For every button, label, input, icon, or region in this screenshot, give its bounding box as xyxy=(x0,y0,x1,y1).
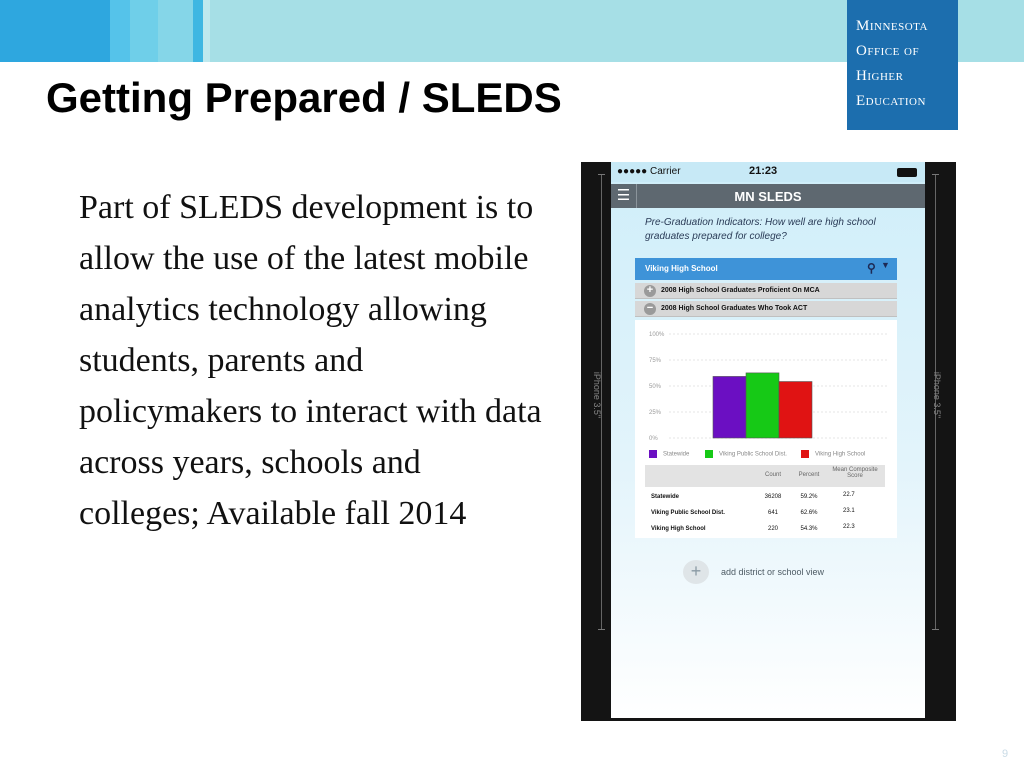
device-label: iPhone 3.5" xyxy=(592,371,603,419)
row-score: 22.7 xyxy=(843,492,855,498)
row-name: Statewide xyxy=(651,494,680,500)
row-score: 23.1 xyxy=(843,508,855,514)
table-row xyxy=(645,510,885,524)
legend-item xyxy=(801,450,865,458)
organization-logo xyxy=(847,0,958,130)
banner-accent xyxy=(0,0,110,62)
y-tick-label: 0% xyxy=(649,436,658,442)
y-tick-label: 100% xyxy=(649,332,665,338)
stats-table-header xyxy=(645,465,885,487)
logo-line: Minnesota xyxy=(856,18,928,34)
indicator-question: Pre-Graduation Indicators: How well are high school graduates prepared for college? xyxy=(645,217,876,242)
slide-title: Getting Prepared / SLEDS xyxy=(46,74,562,121)
collapse-icon[interactable]: − xyxy=(644,303,656,315)
legend-label: Viking Public School Dist. xyxy=(719,451,787,458)
chart-panel xyxy=(635,320,897,538)
logo-line: Education xyxy=(856,93,926,109)
legend-swatch xyxy=(801,450,809,458)
indicator-label: 2008 High School Graduates Who Took ACT xyxy=(661,305,808,312)
phone-screen xyxy=(611,162,925,718)
chart-legend xyxy=(649,450,889,460)
row-score: 22.3 xyxy=(843,524,855,530)
expand-icon[interactable]: + xyxy=(644,285,656,297)
dropdown-caret-icon[interactable]: ▼ xyxy=(881,260,890,270)
table-row xyxy=(645,494,885,508)
legend-swatch xyxy=(649,450,657,458)
row-count: 36208 xyxy=(764,494,782,500)
school-selector[interactable] xyxy=(635,258,897,280)
indicator-row[interactable] xyxy=(635,301,897,317)
legend-label: Statewide xyxy=(663,451,690,458)
table-row xyxy=(645,526,885,540)
rail-cap xyxy=(932,174,939,175)
legend-item xyxy=(705,450,787,458)
row-percent: 54.3% xyxy=(800,526,818,532)
add-icon[interactable]: + xyxy=(683,560,709,584)
legend-label: Viking High School xyxy=(815,451,866,458)
logo-line: Higher xyxy=(856,68,904,84)
column-header: Percent xyxy=(798,472,820,478)
rail-cap xyxy=(932,629,939,630)
banner-accent xyxy=(130,0,158,62)
banner-accent xyxy=(193,0,203,62)
y-tick-label: 75% xyxy=(649,358,662,364)
y-tick-label: 25% xyxy=(649,410,662,416)
device-label: iPhone 3.5" xyxy=(932,371,943,419)
row-percent: 62.6% xyxy=(800,510,818,516)
carrier-label: ●●●●● Carrier xyxy=(617,166,681,177)
y-tick-label: 50% xyxy=(649,384,662,390)
bar[interactable] xyxy=(746,373,779,438)
slide-body-text: Part of SLEDS development is to allow the use of the latest mobile analytics technology allowing students, parents and policymakers to interact with data across years, schools and colleges; Available fall 2014 xyxy=(79,189,542,532)
row-count: 641 xyxy=(767,510,778,516)
add-view-label: add district or school view xyxy=(721,567,825,577)
bar[interactable] xyxy=(779,382,812,438)
bar-chart xyxy=(635,320,897,445)
row-name: Viking Public School Dist. xyxy=(651,510,725,516)
row-percent: 59.2% xyxy=(800,494,818,500)
column-header: Mean Composite Score xyxy=(832,467,878,479)
bar[interactable] xyxy=(713,376,746,438)
column-header: Count xyxy=(764,472,781,478)
status-bar xyxy=(611,162,925,182)
legend-swatch xyxy=(705,450,713,458)
phone-mockup xyxy=(581,162,956,721)
rail-cap xyxy=(598,174,605,175)
battery-icon xyxy=(897,168,917,177)
legend-item xyxy=(649,450,689,458)
app-title: MN SLEDS xyxy=(734,189,802,204)
logo-line: Office of xyxy=(856,43,920,59)
app-navbar xyxy=(611,184,925,208)
indicator-label: 2008 High School Graduates Proficient On MCA xyxy=(661,287,820,294)
rail-cap xyxy=(598,629,605,630)
school-selector-label: Viking High School xyxy=(645,264,718,273)
indicator-row[interactable] xyxy=(635,283,897,299)
row-name: Viking High School xyxy=(651,526,706,532)
banner-accent xyxy=(110,0,130,62)
page-number: 9 xyxy=(1002,748,1009,760)
banner-accent xyxy=(158,0,193,62)
search-icon[interactable]: ⚲ xyxy=(867,261,876,275)
hamburger-menu-icon[interactable]: ☰ xyxy=(611,184,637,208)
row-count: 220 xyxy=(767,526,778,532)
banner-accent xyxy=(203,0,210,62)
status-time: 21:23 xyxy=(749,165,778,177)
